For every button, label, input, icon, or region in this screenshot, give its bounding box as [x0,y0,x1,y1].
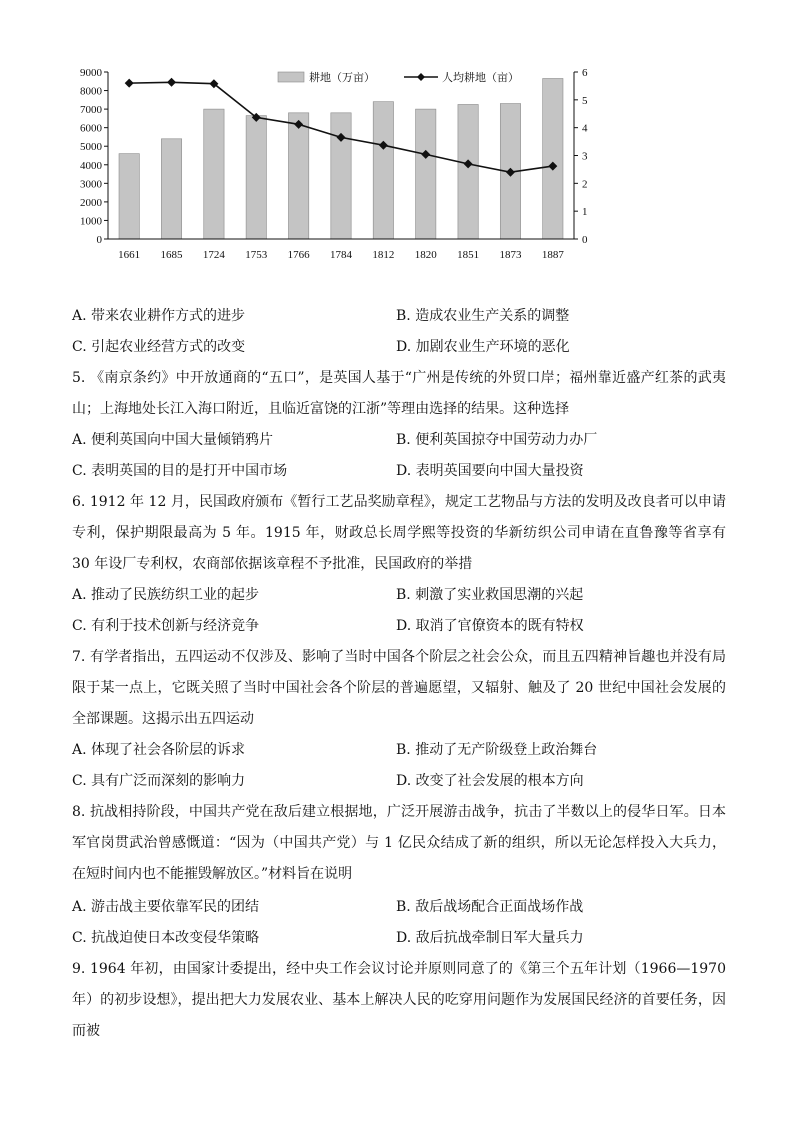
q6-option-a[interactable]: A. 推动了民族纺织工业的起步 [72,587,260,603]
legend-label-per-capita: 人均耕地（亩） [442,72,519,84]
bar-1753 [246,116,266,239]
y-right-tick-label: 3 [582,150,588,163]
q6-option-c[interactable]: C. 有利于技术创新与经济竞争 [72,618,260,634]
q6-option-d[interactable]: D. 取消了官僚资本的既有特权 [396,618,584,634]
q4-option-d[interactable]: D. 加剧农业生产环境的恶化 [396,339,570,355]
q5-options [72,425,726,456]
x-tick-label: 1766 [287,249,310,261]
y-left-tick-label: 0 [96,234,102,246]
q8-option-c[interactable]: C. 抗战迫使日本改变侵华策略 [72,930,260,946]
q6-options-2 [72,611,726,642]
y-right-tick-label: 0 [582,234,588,246]
q9-stem: 9. 1964 年初，由国家计委提出，经中央工作会议讨论并原则同意了的《第三个五年计划（1966—1970 年）的初步设想》，提出把大力发展农业、基本上解决人民的吃穿用问题作为发展国民经济的首要任务，因而被 [72,961,726,1039]
y-right-tick-label: 4 [582,122,588,135]
bar-1820 [416,109,436,239]
y-right-tick-label: 2 [582,178,588,191]
q4-option-a[interactable]: A. 带来农业耕作方式的进步 [72,308,246,324]
x-tick-label: 1784 [330,249,352,261]
q5-option-a[interactable]: A. 便利英国向中国大量倾销鸦片 [72,432,274,448]
y-left-tick-label: 7000 [80,104,102,117]
q7-stem: 7. 有学者指出，五四运动不仅涉及、影响了当时中国各个阶层之社会公众，而且五四精神旨趣也并没有局限于某一点上，它既关照了当时中国社会各个阶层的普遍愿望，又辐射、触及了 20 世纪中国社会发展的全部课题。这揭示出五四运动 [72,649,726,727]
y-left-tick-label: 4000 [80,159,102,172]
q7-option-a[interactable]: A. 体现了社会各阶层的诉求 [72,742,246,758]
point-1685 [167,78,176,87]
legend-bar-swatch [278,72,304,82]
y-left-tick-label: 9000 [80,67,102,79]
q5-option-c[interactable]: C. 表明英国的目的是打开中国市场 [72,463,288,479]
bar-1685 [161,139,181,239]
q8-option-b[interactable]: B. 敌后战场配合正面战场作战 [396,899,584,915]
y-left-tick-label: 1000 [80,215,102,228]
q4-option-b[interactable]: B. 造成农业生产关系的调整 [396,308,570,324]
x-tick-label: 1661 [118,249,141,261]
x-tick-label: 1724 [202,249,225,261]
bar-1784 [331,113,351,239]
bar-1887 [543,78,563,239]
y-left-tick-label: 2000 [80,196,102,209]
q4-options [72,301,726,332]
q5-stem: 5. 《南京条约》中开放通商的“五口”，是英国人基于“广州是传统的外贸口岸；福州靠近盛产红茶的武夷山；上海地处长江入海口附近，且临近富饶的江浙”等理由选择的结果。这种选择 [72,370,726,417]
q7-options [72,735,726,766]
q5-option-b[interactable]: B. 便利英国掠夺中国劳动力办厂 [396,432,598,448]
bar-1851 [458,104,478,239]
q8-stem: 8. 抗战相持阶段，中国共产党在敌后建立根据地，广泛开展游击战争，抗击了半数以上的侵华日军。日本军官岗贯武治曾感慨道：“因为（中国共产党）与 1 亿民众结成了新的组织，所以无论怎样投入大兵力，在短时间内也不能摧毁解放区。”材料旨在说明 [72,804,726,882]
q7-option-b[interactable]: B. 推动了无产阶级登上政治舞台 [396,742,598,758]
q6-option-b[interactable]: B. 刺激了实业救国思潮的兴起 [396,587,584,603]
q8-option-d[interactable]: D. 敌后抗战牵制日军大量兵力 [396,930,584,946]
bar-series-farmland [119,78,563,239]
x-tick-label: 1820 [414,249,437,261]
y-right-tick-label: 1 [582,206,588,219]
y-left-tick-label: 6000 [80,122,102,135]
y-left-tick-label: 8000 [80,85,102,98]
q6-options [72,580,726,611]
q7-options-2 [72,766,726,797]
bar-1724 [204,109,224,239]
q4-options-2 [72,332,726,363]
q4-option-c[interactable]: C. 引起农业经营方式的改变 [72,339,246,355]
q5-options-2 [72,456,726,487]
q7-option-c[interactable]: C. 具有广泛而深刻的影响力 [72,773,246,789]
farmland-chart [60,58,600,268]
y-right-tick-label: 6 [582,67,588,79]
y-left-tick-label: 3000 [80,178,102,191]
x-tick-label: 1812 [372,249,395,261]
x-tick-label: 1873 [499,249,522,261]
y-left-tick-label: 5000 [80,141,102,154]
point-1661 [125,79,134,88]
chart-legend [278,70,519,84]
bar-1812 [373,102,393,239]
x-tick-label: 1685 [160,249,183,261]
x-tick-label: 1753 [245,249,268,261]
x-tick-label: 1851 [457,249,480,261]
q6-stem: 6. 1912 年 12 月，民国政府颁布《暂行工艺品奖励章程》，规定工艺物品与方法的发明及改良者可以申请专利，保护期限最高为 5 年。1915 年，财政总长周学熙等投资的华新纺织公司申请在直鲁豫等省享有 30 年设厂专利权，农商部依据该章程不予批准，民国政府的举措 [72,494,726,572]
legend-diamond-marker [417,73,425,81]
bar-1766 [288,113,308,239]
q8-options [72,892,726,923]
legend-label-farmland: 耕地（万亩） [309,72,375,84]
bar-1661 [119,154,139,239]
q8-options-2 [72,923,726,954]
q5-option-d[interactable]: D. 表明英国要向中国大量投资 [396,463,584,479]
q8-option-a[interactable]: A. 游击战主要依靠军民的团结 [72,899,260,915]
y-right-tick-label: 5 [582,94,588,107]
x-tick-label: 1887 [541,249,564,261]
q7-option-d[interactable]: D. 改变了社会发展的根本方向 [396,773,584,789]
